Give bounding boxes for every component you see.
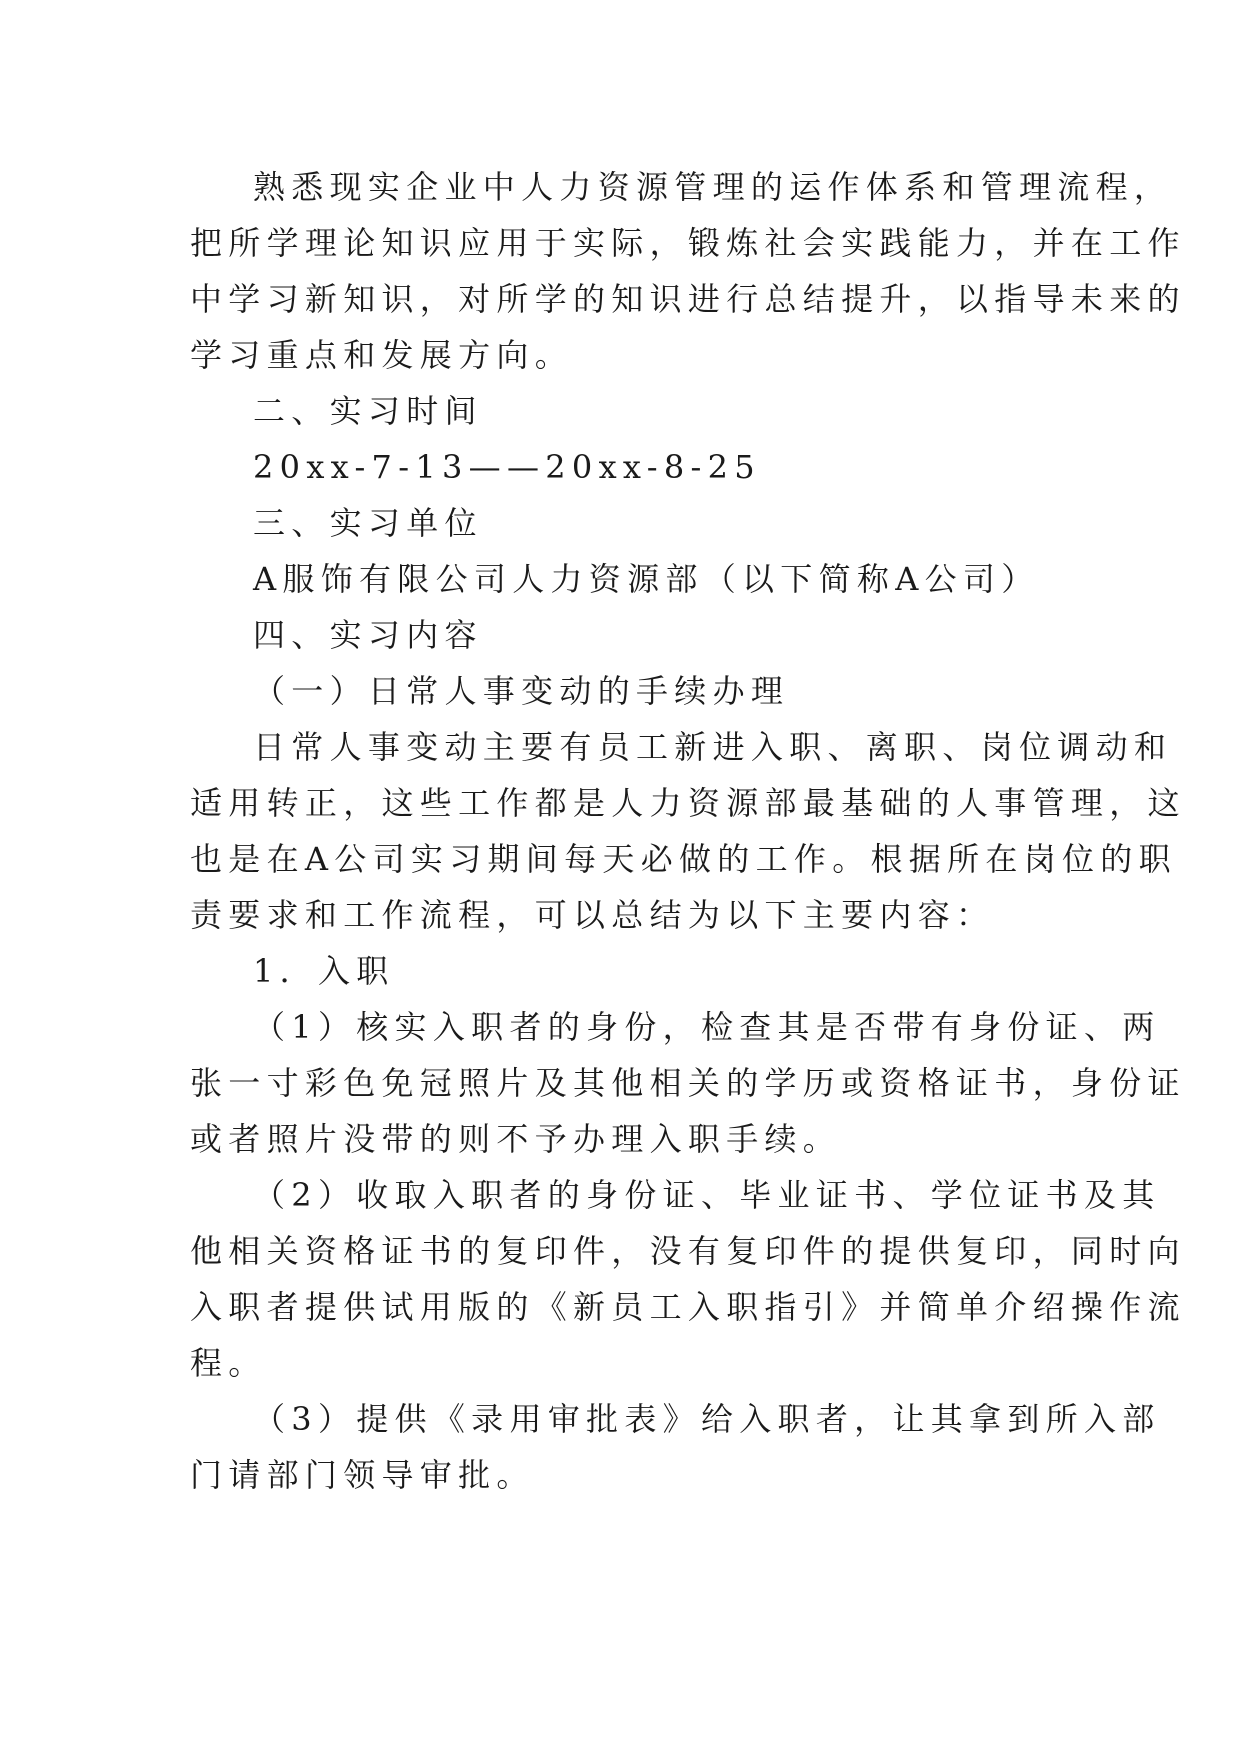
paragraph-line: 熟悉现实企业中人力资源管理的运作体系和管理流程， <box>253 168 1173 206</box>
paragraph-line: 适用转正，这些工作都是人力资源部最基础的人事管理，这 <box>190 784 1186 822</box>
date-range: 20xx-7-13——20xx-8-25 <box>253 448 761 486</box>
subsection-heading: （一）日常人事变动的手续办理 <box>253 672 790 710</box>
paragraph-line: 日常人事变动主要有员工新进入职、离职、岗位调动和 <box>253 728 1173 766</box>
company-line: A服饰有限公司人力资源部（以下简称A公司） <box>253 560 1040 598</box>
paragraph-line: 中学习新知识，对所学的知识进行总结提升，以指导未来的 <box>190 280 1186 318</box>
paragraph-line: 他相关资格证书的复印件，没有复印件的提供复印，同时向 <box>190 1232 1186 1270</box>
paragraph-line: （3）提供《录用审批表》给入职者，让其拿到所入部 <box>253 1400 1161 1438</box>
paragraph-line: 把所学理论知识应用于实际，锻炼社会实践能力，并在工作 <box>190 224 1186 262</box>
paragraph-line: 程。 <box>190 1344 267 1382</box>
paragraph-line: （1）核实入职者的身份，检查其是否带有身份证、两 <box>253 1008 1161 1046</box>
paragraph-line: 责要求和工作流程，可以总结为以下主要内容： <box>190 896 995 934</box>
paragraph-line: 入职者提供试用版的《新员工入职指引》并简单介绍操作流 <box>190 1288 1186 1326</box>
section-heading: 二、实习时间 <box>253 392 483 430</box>
paragraph-line: 张一寸彩色免冠照片及其他相关的学历或资格证书，身份证 <box>190 1064 1186 1102</box>
paragraph-line: 也是在A公司实习期间每天必做的工作。根据所在岗位的职 <box>190 840 1177 878</box>
section-heading: 四、实习内容 <box>253 616 483 654</box>
paragraph-line: 门请部门领导审批。 <box>190 1456 535 1494</box>
section-heading: 三、实习单位 <box>253 504 483 542</box>
paragraph-line: （2）收取入职者的身份证、毕业证书、学位证书及其 <box>253 1176 1161 1214</box>
list-heading: 1．入职 <box>253 952 395 990</box>
paragraph-line: 学习重点和发展方向。 <box>190 336 574 374</box>
paragraph-line: 或者照片没带的则不予办理入职手续。 <box>190 1120 842 1158</box>
